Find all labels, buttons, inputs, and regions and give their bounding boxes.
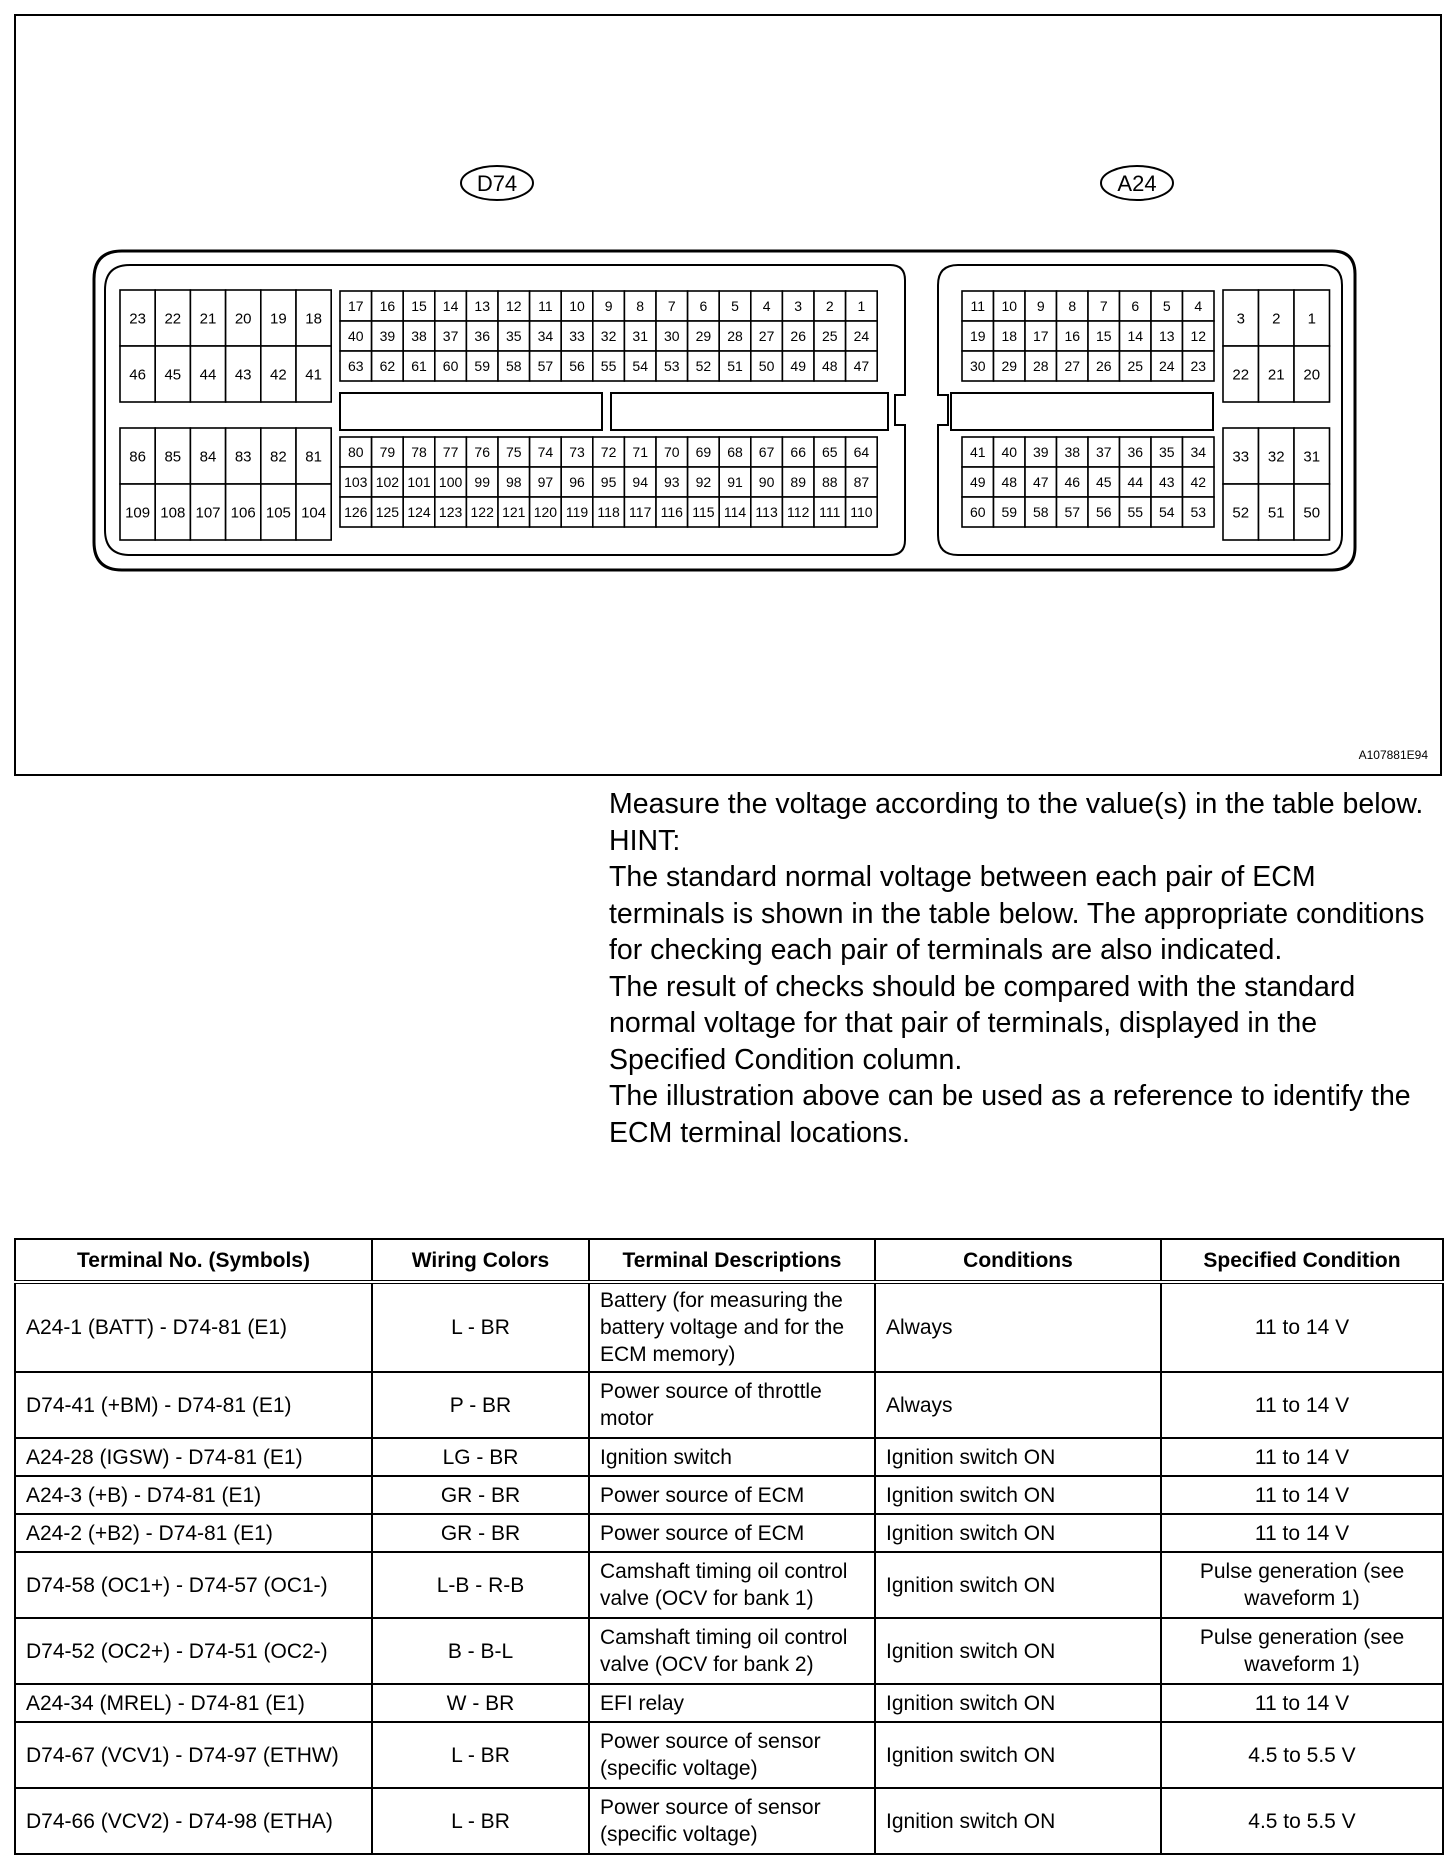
terminal-a24-44: 44 [1127, 474, 1144, 491]
terminal-d74-72: 72 [600, 444, 617, 461]
terminal-a24-20: 20 [1303, 366, 1321, 384]
cell-description: Camshaft timing oil control valve (OCV for bank 1) [589, 1552, 875, 1618]
terminal-a24-12: 12 [1190, 328, 1207, 345]
terminal-a24-36: 36 [1127, 444, 1144, 461]
terminal-d74-76: 76 [474, 444, 490, 461]
cell-description: Camshaft timing oil control valve (OCV for bank 2) [589, 1618, 875, 1684]
terminal-a24-9: 9 [1036, 298, 1045, 315]
terminal-d74-100: 100 [438, 474, 463, 491]
table-row [15, 1722, 1443, 1788]
cell-specified: 11 to 14 V [1161, 1476, 1443, 1514]
terminal-pins [120, 290, 1330, 540]
terminal-a24-43: 43 [1158, 474, 1175, 491]
cell-description: Power source of throttle motor [589, 1372, 875, 1438]
terminal-d74-122: 122 [470, 504, 494, 521]
terminal-a24-34: 34 [1190, 444, 1207, 461]
cell-conditions: Ignition switch ON [875, 1476, 1161, 1514]
terminal-a24-42: 42 [1190, 474, 1207, 491]
cell-terminal: D74-52 (OC2+) - D74-51 (OC2-) [15, 1618, 372, 1684]
terminal-d74-63: 63 [348, 358, 364, 375]
instruction-line: The illustration above can be used as a reference to identify the ECM terminal locations. [609, 1080, 1411, 1149]
a24-label-bubble [1101, 166, 1173, 200]
terminal-a24-40: 40 [1001, 444, 1018, 461]
terminal-d74-78: 78 [411, 444, 427, 461]
header-wiring: Wiring Colors [372, 1239, 589, 1282]
cell-specified: 11 to 14 V [1161, 1438, 1443, 1476]
terminal-d74-21: 21 [199, 310, 217, 328]
terminal-a24-16: 16 [1064, 328, 1081, 345]
terminal-d74-109: 109 [125, 504, 151, 522]
terminal-a24-30: 30 [969, 358, 986, 375]
terminal-d74-86: 86 [129, 448, 146, 466]
terminal-d74-20: 20 [234, 310, 252, 328]
terminal-a24-18: 18 [1001, 328, 1018, 345]
terminal-a24-37: 37 [1095, 444, 1112, 461]
cell-terminal: D74-58 (OC1+) - D74-57 (OC1-) [15, 1552, 372, 1618]
table-row [15, 1552, 1443, 1618]
cell-description: Power source of sensor (specific voltage) [589, 1722, 875, 1788]
terminal-d74-12: 12 [506, 298, 522, 315]
cell-conditions: Ignition switch ON [875, 1618, 1161, 1684]
terminal-d74-81: 81 [305, 448, 322, 466]
header-conditions: Conditions [875, 1239, 1161, 1282]
terminal-a24-47: 47 [1032, 474, 1049, 491]
terminal-d74-69: 69 [695, 444, 712, 461]
terminal-d74-17: 17 [348, 298, 364, 315]
terminal-d74-67: 67 [758, 444, 775, 461]
terminal-d74-80: 80 [348, 444, 364, 461]
terminal-d74-13: 13 [474, 298, 490, 315]
terminal-d74-27: 27 [758, 328, 775, 345]
cell-wiring: B - B-L [372, 1618, 589, 1684]
terminal-a24-50: 50 [1303, 504, 1321, 522]
terminal-a24-10: 10 [1001, 298, 1018, 315]
terminal-d74-38: 38 [411, 328, 427, 345]
table-row [15, 1438, 1443, 1476]
terminal-d74-50: 50 [758, 358, 775, 375]
cell-description: EFI relay [589, 1684, 875, 1722]
terminal-a24-13: 13 [1158, 328, 1175, 345]
terminal-d74-84: 84 [199, 448, 217, 466]
terminal-d74-15: 15 [411, 298, 427, 315]
terminal-d74-46: 46 [129, 366, 146, 384]
header-terminal: Terminal No. (Symbols) [15, 1239, 372, 1282]
cell-terminal: A24-34 (MREL) - D74-81 (E1) [15, 1684, 372, 1722]
terminal-d74-61: 61 [411, 358, 427, 375]
table-row [15, 1684, 1443, 1722]
terminal-d74-33: 33 [569, 328, 585, 345]
terminal-a24-39: 39 [1032, 444, 1049, 461]
terminal-d74-120: 120 [533, 504, 558, 521]
terminal-d74-8: 8 [636, 298, 645, 315]
terminal-d74-75: 75 [506, 444, 522, 461]
terminal-d74-30: 30 [664, 328, 680, 345]
cell-wiring: GR - BR [372, 1476, 589, 1514]
terminal-d74-114: 114 [723, 504, 747, 521]
cell-wiring: L-B - R-B [372, 1552, 589, 1618]
terminal-d74-74: 74 [537, 444, 554, 461]
terminal-a24-32: 32 [1267, 448, 1285, 466]
terminal-a24-48: 48 [1001, 474, 1018, 491]
terminal-d74-37: 37 [442, 328, 459, 345]
terminal-d74-119: 119 [565, 504, 589, 521]
cell-description: Power source of sensor (specific voltage) [589, 1788, 875, 1854]
terminal-d74-9: 9 [604, 298, 613, 315]
cell-description: Power source of ECM [589, 1476, 875, 1514]
cell-terminal: A24-1 (BATT) - D74-81 (E1) [15, 1282, 372, 1372]
terminal-d74-48: 48 [822, 358, 838, 375]
terminal-d74-95: 95 [600, 474, 617, 491]
cell-terminal: D74-67 (VCV1) - D74-97 (ETHW) [15, 1722, 372, 1788]
terminal-d74-18: 18 [305, 310, 322, 328]
cell-wiring: LG - BR [372, 1438, 589, 1476]
terminal-d74-121: 121 [502, 504, 526, 521]
terminal-a24-26: 26 [1095, 358, 1112, 375]
terminal-a24-35: 35 [1158, 444, 1175, 461]
terminal-d74-68: 68 [727, 444, 743, 461]
terminal-d74-99: 99 [474, 474, 490, 491]
terminal-a24-8: 8 [1068, 298, 1077, 315]
terminal-a24-19: 19 [969, 328, 986, 345]
cell-conditions: Ignition switch ON [875, 1552, 1161, 1618]
terminal-d74-93: 93 [664, 474, 680, 491]
terminal-d74-6: 6 [699, 298, 708, 315]
terminal-a24-4: 4 [1194, 298, 1203, 315]
terminal-d74-83: 83 [234, 448, 252, 466]
terminal-d74-26: 26 [790, 328, 806, 345]
terminal-d74-65: 65 [822, 444, 838, 461]
terminal-d74-42: 42 [270, 366, 287, 384]
terminal-d74-4: 4 [762, 298, 771, 315]
cell-wiring: W - BR [372, 1684, 589, 1722]
cell-conditions: Ignition switch ON [875, 1722, 1161, 1788]
terminal-a24-29: 29 [1001, 358, 1018, 375]
terminal-a24-56: 56 [1095, 504, 1112, 521]
cell-conditions: Ignition switch ON [875, 1788, 1161, 1854]
terminal-a24-3: 3 [1236, 310, 1245, 328]
terminal-d74-1: 1 [857, 298, 866, 315]
terminal-d74-53: 53 [664, 358, 680, 375]
terminal-d74-16: 16 [379, 298, 396, 315]
terminal-d74-56: 56 [569, 358, 585, 375]
terminal-d74-41: 41 [305, 366, 322, 384]
terminal-d74-19: 19 [270, 310, 287, 328]
terminal-d74-98: 98 [506, 474, 522, 491]
a24-label: A24 [1117, 171, 1157, 196]
terminal-d74-55: 55 [600, 358, 617, 375]
terminal-a24-28: 28 [1032, 358, 1049, 375]
terminal-a24-38: 38 [1064, 444, 1081, 461]
cell-specified: Pulse generation (see waveform 1) [1161, 1552, 1443, 1618]
terminal-d74-22: 22 [164, 310, 182, 328]
terminal-d74-44: 44 [199, 366, 217, 384]
terminal-a24-58: 58 [1032, 504, 1049, 521]
terminal-a24-17: 17 [1032, 328, 1049, 345]
terminal-d74-71: 71 [632, 444, 648, 461]
terminal-d74-66: 66 [790, 444, 806, 461]
terminal-d74-97: 97 [537, 474, 554, 491]
terminal-d74-116: 116 [660, 504, 683, 521]
cell-specified: 11 to 14 V [1161, 1372, 1443, 1438]
cell-specified: 11 to 14 V [1161, 1282, 1443, 1372]
terminal-d74-31: 31 [632, 328, 648, 345]
terminal-a24-49: 49 [969, 474, 986, 491]
cell-conditions: Ignition switch ON [875, 1438, 1161, 1476]
terminal-d74-64: 64 [853, 444, 870, 461]
cell-specified: 4.5 to 5.5 V [1161, 1722, 1443, 1788]
terminal-d74-10: 10 [569, 298, 585, 315]
terminal-a24-22: 22 [1232, 366, 1250, 384]
terminal-d74-125: 125 [375, 504, 400, 521]
terminal-d74-47: 47 [853, 358, 870, 375]
terminal-a24-6: 6 [1131, 298, 1140, 315]
terminal-d74-32: 32 [600, 328, 617, 345]
figure-id: A107881E94 [1358, 748, 1428, 762]
terminal-a24-59: 59 [1001, 504, 1018, 521]
instructions [609, 786, 1439, 1151]
cell-wiring: GR - BR [372, 1514, 589, 1552]
terminal-d74-113: 113 [755, 504, 778, 521]
terminal-a24-25: 25 [1127, 358, 1144, 375]
instruction-line: HINT: [609, 824, 681, 857]
cell-conditions: Always [875, 1282, 1161, 1372]
table-row [15, 1476, 1443, 1514]
terminal-d74-118: 118 [597, 504, 620, 521]
terminal-d74-106: 106 [230, 504, 256, 522]
terminal-d74-57: 57 [537, 358, 554, 375]
cell-terminal: D74-41 (+BM) - D74-81 (E1) [15, 1372, 372, 1438]
terminal-d74-96: 96 [569, 474, 585, 491]
terminal-d74-88: 88 [822, 474, 838, 491]
terminal-d74-104: 104 [301, 504, 327, 522]
terminal-d74-101: 101 [407, 474, 431, 491]
terminal-d74-77: 77 [442, 444, 459, 461]
terminal-d74-126: 126 [344, 504, 368, 521]
terminal-d74-49: 49 [790, 358, 806, 375]
terminal-d74-103: 103 [344, 474, 368, 491]
terminal-a24-27: 27 [1064, 358, 1081, 375]
d74-slot-right [611, 393, 888, 430]
terminal-d74-102: 102 [375, 474, 400, 491]
terminal-d74-91: 91 [727, 474, 743, 491]
terminal-d74-58: 58 [506, 358, 522, 375]
terminal-a24-14: 14 [1127, 328, 1144, 345]
terminal-a24-33: 33 [1232, 448, 1250, 466]
cell-wiring: P - BR [372, 1372, 589, 1438]
terminal-d74-60: 60 [442, 358, 459, 375]
terminal-d74-62: 62 [379, 358, 396, 375]
terminal-a24-54: 54 [1158, 504, 1175, 521]
terminal-d74-3: 3 [794, 298, 803, 315]
cell-description: Battery (for measuring the battery voltage and for the ECM memory) [589, 1282, 875, 1372]
voltage-table [14, 1238, 1444, 1855]
terminal-a24-31: 31 [1303, 448, 1321, 466]
instruction-line: The result of checks should be compared with the standard normal voltage for that pair of terminals, displayed in the Specified Condition column. [609, 970, 1356, 1076]
terminal-d74-7: 7 [667, 298, 676, 315]
terminal-d74-23: 23 [129, 310, 146, 328]
terminal-d74-94: 94 [632, 474, 648, 491]
terminal-d74-73: 73 [569, 444, 585, 461]
terminal-d74-59: 59 [474, 358, 490, 375]
cell-description: Power source of ECM [589, 1514, 875, 1552]
terminal-d74-82: 82 [270, 448, 287, 466]
terminal-d74-87: 87 [853, 474, 870, 491]
table-row [15, 1514, 1443, 1552]
cell-wiring: L - BR [372, 1788, 589, 1854]
cell-terminal: A24-2 (+B2) - D74-81 (E1) [15, 1514, 372, 1552]
terminal-d74-70: 70 [664, 444, 680, 461]
cell-specified: 11 to 14 V [1161, 1684, 1443, 1722]
terminal-a24-45: 45 [1095, 474, 1112, 491]
cell-wiring: L - BR [372, 1282, 589, 1372]
terminal-a24-51: 51 [1267, 504, 1285, 522]
terminal-d74-90: 90 [758, 474, 775, 491]
terminal-a24-21: 21 [1267, 366, 1285, 384]
header-specified: Specified Condition [1161, 1239, 1443, 1282]
cell-conditions: Ignition switch ON [875, 1514, 1161, 1552]
terminal-d74-54: 54 [632, 358, 648, 375]
terminal-d74-123: 123 [438, 504, 463, 521]
cell-wiring: L - BR [372, 1722, 589, 1788]
terminal-d74-39: 39 [379, 328, 396, 345]
terminal-a24-1: 1 [1307, 310, 1316, 328]
terminal-d74-89: 89 [790, 474, 806, 491]
terminal-d74-28: 28 [727, 328, 743, 345]
terminal-d74-25: 25 [822, 328, 838, 345]
terminal-d74-52: 52 [695, 358, 712, 375]
terminal-d74-51: 51 [727, 358, 743, 375]
terminal-d74-36: 36 [474, 328, 490, 345]
terminal-d74-45: 45 [164, 366, 182, 384]
cell-specified: 4.5 to 5.5 V [1161, 1788, 1443, 1854]
terminal-a24-11: 11 [970, 298, 986, 315]
terminal-d74-124: 124 [407, 504, 431, 521]
table-header-row [15, 1239, 1443, 1282]
cell-terminal: A24-3 (+B) - D74-81 (E1) [15, 1476, 372, 1514]
cell-conditions: Ignition switch ON [875, 1684, 1161, 1722]
terminal-d74-5: 5 [731, 298, 739, 315]
terminal-d74-14: 14 [442, 298, 459, 315]
cell-description: Ignition switch [589, 1438, 875, 1476]
terminal-d74-117: 117 [629, 504, 652, 521]
terminal-a24-60: 60 [969, 504, 986, 521]
terminal-a24-5: 5 [1162, 298, 1171, 315]
d74-label-bubble [461, 166, 533, 200]
table-row [15, 1372, 1443, 1438]
terminal-a24-23: 23 [1190, 358, 1207, 375]
terminal-a24-57: 57 [1064, 504, 1081, 521]
cell-terminal: A24-28 (IGSW) - D74-81 (E1) [15, 1438, 372, 1476]
terminal-a24-46: 46 [1064, 474, 1081, 491]
terminal-a24-53: 53 [1190, 504, 1207, 521]
ecm-connector-diagram [0, 0, 1456, 780]
d74-label: D74 [476, 171, 518, 196]
terminal-d74-85: 85 [164, 448, 182, 466]
terminal-a24-41: 41 [969, 444, 986, 461]
terminal-d74-34: 34 [537, 328, 554, 345]
terminal-a24-55: 55 [1127, 504, 1144, 521]
terminal-d74-40: 40 [348, 328, 364, 345]
instruction-line: Measure the voltage according to the value(s) in the table below. [609, 788, 1424, 820]
d74-slot-left [340, 393, 602, 430]
terminal-d74-35: 35 [506, 328, 522, 345]
terminal-d74-110: 110 [850, 504, 873, 521]
cell-specified: 11 to 14 V [1161, 1514, 1443, 1552]
terminal-d74-24: 24 [853, 328, 870, 345]
terminal-d74-43: 43 [234, 366, 252, 384]
terminal-a24-52: 52 [1232, 504, 1250, 522]
terminal-d74-29: 29 [695, 328, 712, 345]
cell-specified: Pulse generation (see waveform 1) [1161, 1618, 1443, 1684]
terminal-d74-112: 112 [787, 504, 810, 521]
terminal-d74-111: 111 [819, 504, 841, 521]
terminal-a24-24: 24 [1158, 358, 1175, 375]
cell-terminal: D74-66 (VCV2) - D74-98 (ETHA) [15, 1788, 372, 1854]
table-row [15, 1282, 1443, 1372]
a24-slot [951, 393, 1213, 430]
terminal-d74-79: 79 [379, 444, 396, 461]
table-row [15, 1618, 1443, 1684]
terminal-d74-108: 108 [160, 504, 186, 522]
terminal-d74-2: 2 [825, 298, 834, 315]
terminal-d74-115: 115 [692, 504, 715, 521]
header-description: Terminal Descriptions [589, 1239, 875, 1282]
terminal-a24-7: 7 [1099, 298, 1108, 315]
terminal-d74-107: 107 [195, 504, 221, 522]
cell-conditions: Always [875, 1372, 1161, 1438]
terminal-d74-11: 11 [538, 298, 553, 315]
terminal-d74-92: 92 [695, 474, 712, 491]
table-row [15, 1788, 1443, 1854]
terminal-a24-2: 2 [1272, 310, 1281, 328]
terminal-d74-105: 105 [265, 504, 291, 522]
terminal-a24-15: 15 [1095, 328, 1112, 345]
instruction-line: The standard normal voltage between each pair of ECM terminals is shown in the table below. The appropriate conditions for checking each pair of terminals are also indicated. [609, 861, 1425, 966]
